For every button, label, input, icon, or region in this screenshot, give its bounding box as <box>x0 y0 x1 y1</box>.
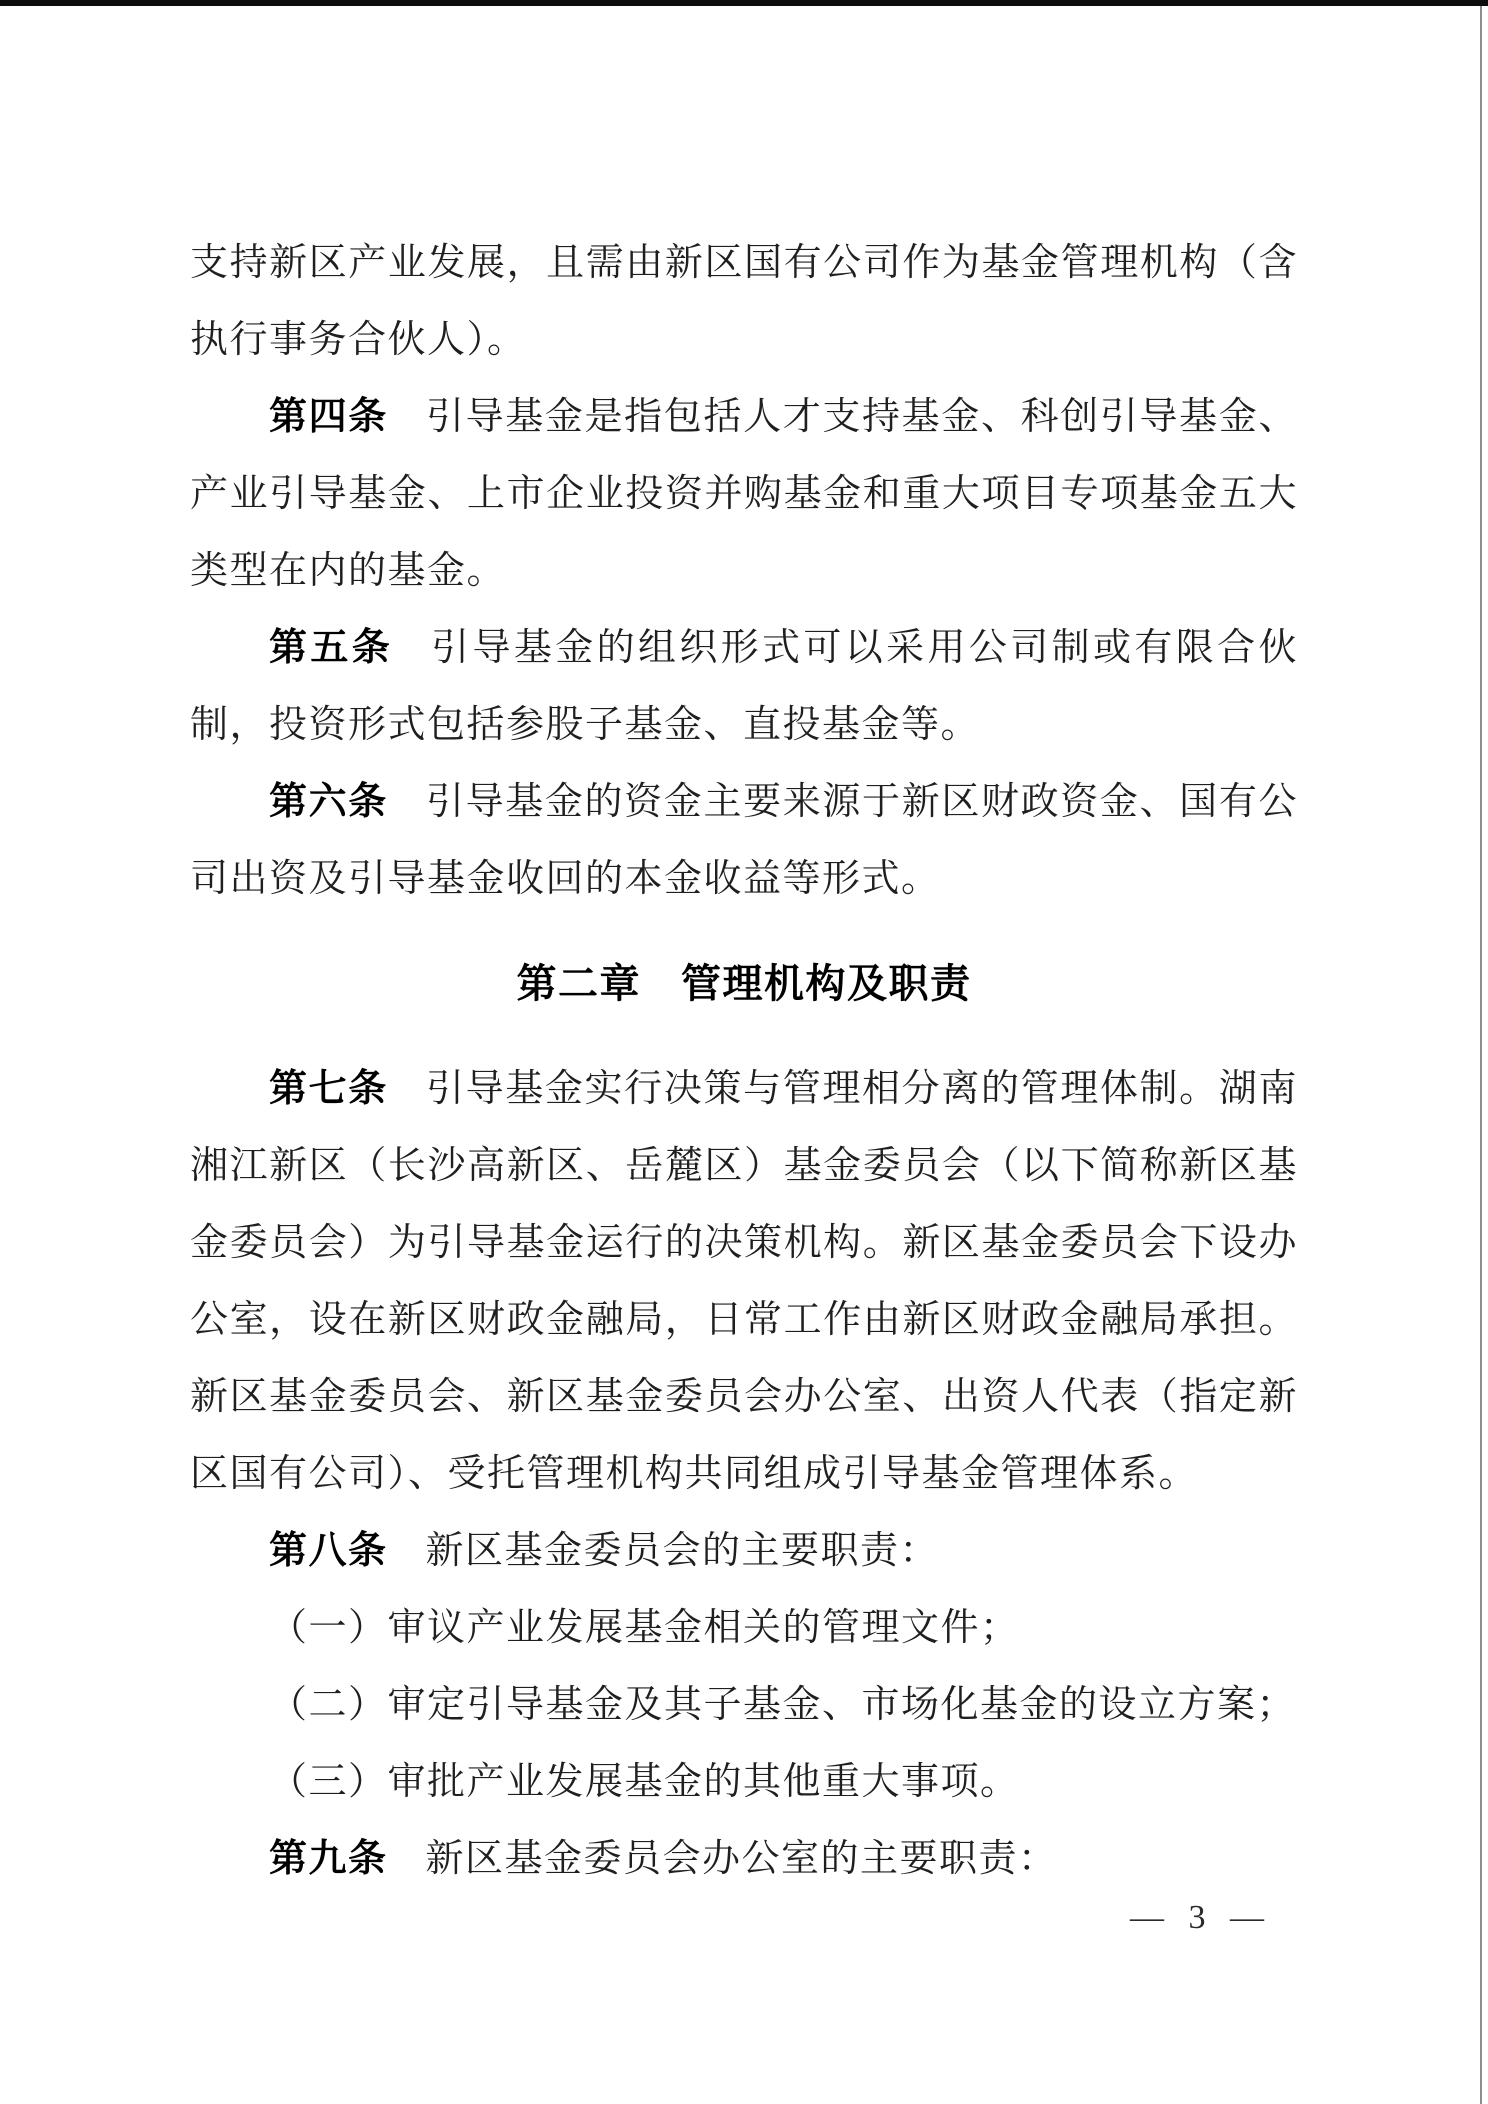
paragraph <box>190 379 1298 610</box>
chapter-title: 管理机构及职责 <box>681 962 972 1006</box>
article-number-label: 第六条 <box>269 781 388 823</box>
paragraph-text: 新区基金委员会的主要职责： <box>425 1530 940 1572</box>
paragraph <box>190 1051 1298 1513</box>
page-number: — 3 — <box>1130 1899 1266 1936</box>
article-number-label: 第五条 <box>269 627 394 669</box>
document-body <box>190 225 1298 1898</box>
paragraph-text: 引导基金的组织形式可以采用公司制或有限合伙制，投资形式包括参股子基金、直投基金等。 <box>190 627 1298 746</box>
paragraph-text: （三）审批产业发展基金的其他重大事项。 <box>269 1761 1020 1803</box>
paragraph <box>190 1513 1298 1590</box>
paragraph <box>190 225 1298 379</box>
paragraph-text: 支持新区产业发展，且需由新区国有公司作为基金管理机构（含执行事务合伙人）。 <box>190 242 1298 361</box>
paragraph <box>190 764 1298 918</box>
article-number-label: 第九条 <box>269 1838 388 1880</box>
article-number-label: 第七条 <box>269 1068 388 1110</box>
chapter-number-label: 第二章 <box>516 962 641 1006</box>
clause-list-item <box>190 1744 1298 1821</box>
paragraph <box>190 1821 1298 1898</box>
paragraph-text: 引导基金的资金主要来源于新区财政资金、国有公司出资及引导基金收回的本金收益等形式。 <box>190 781 1298 900</box>
paragraph-text: （一）审议产业发展基金相关的管理文件； <box>269 1607 1020 1649</box>
paragraph-text: 引导基金实行决策与管理相分离的管理体制。湖南湘江新区（长沙高新区、岳麓区）基金委员会（以下简称新区基金委员会）为引导基金运行的决策机构。新区基金委员会下设办公室，设在新区财政金融局，日常工作由新区财政金融局承担。新区基金委员会、新区基金委员会办公室、出资人代表（指定新区国有公司）、受托管理机构共同组成引导基金管理体系。 <box>190 1068 1298 1495</box>
scan-edge-top <box>0 0 1488 6</box>
scan-edge-right <box>1480 6 1482 2104</box>
clause-list-item <box>190 1667 1298 1744</box>
article-number-label: 第八条 <box>269 1530 388 1572</box>
paragraph <box>190 610 1298 764</box>
paragraph-text: 新区基金委员会办公室的主要职责： <box>425 1838 1058 1880</box>
chapter-heading <box>190 946 1298 1023</box>
paragraph-text: 引导基金是指包括人才支持基金、科创引导基金、产业引导基金、上市企业投资并购基金和重大项目专项基金五大类型在内的基金。 <box>190 396 1298 592</box>
paragraph-text: （二）审定引导基金及其子基金、市场化基金的设立方案； <box>269 1684 1297 1726</box>
clause-list-item <box>190 1590 1298 1667</box>
article-number-label: 第四条 <box>269 396 388 438</box>
